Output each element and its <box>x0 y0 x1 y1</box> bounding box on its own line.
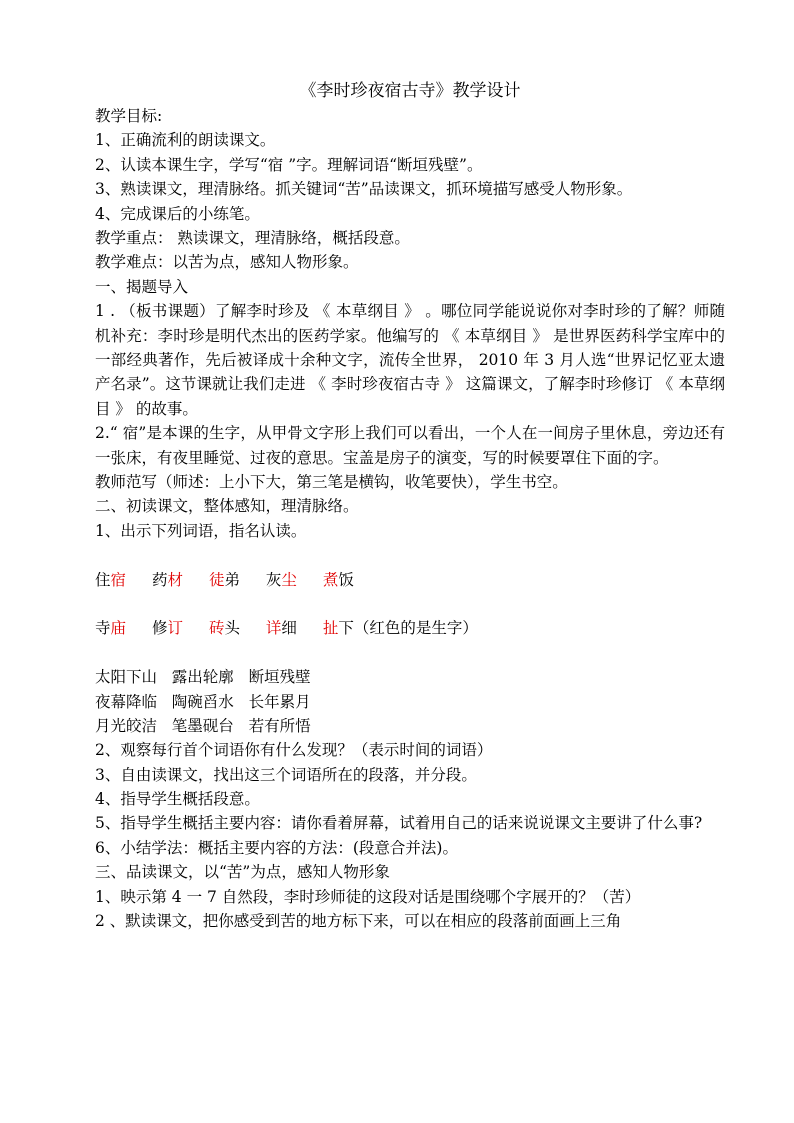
section-heading: 一、揭题导入 <box>95 277 189 296</box>
text-line: 2、观察每行首个词语你有什么发现？（表示时间的词语） <box>95 741 493 760</box>
text-line: 教学目标: <box>95 107 163 125</box>
page-title: 《李时珍夜宿古寺》教学设计 <box>299 81 521 101</box>
spacer <box>95 592 725 616</box>
phrase-row: 夜幕降临 陶碗舀水 长年累月 <box>95 692 311 711</box>
spacer <box>95 641 725 665</box>
vocab-word: 灰尘 <box>265 570 297 589</box>
text-line: 教学难点：以苦为点，感知人物形象。 <box>95 253 359 272</box>
vocab-word: 砖头 <box>208 619 240 638</box>
vocab-word: 徒弟 <box>208 570 240 589</box>
text-line: 4、指导学生概括段意。 <box>95 790 260 809</box>
text-paragraph: 2.“ 宿”是本课的生字，从甲骨文字形上我们可以看出，一个人在一间房子里休息，旁边还有一张床，有夜里睡觉、过夜的意思。宝盖是房子的演变，写的时候要罩住下面的字。 <box>95 424 725 467</box>
phrase-row: 月光皎洁 笔墨砚台 若有所悟 <box>95 716 311 735</box>
text-line: 教学重点： 熟读课文，理清脉络，概括段意。 <box>95 228 410 247</box>
vocab-word: 药材 <box>151 570 183 589</box>
vocab-row <box>95 568 725 592</box>
text-line: 1、出示下列词语，指名认读。 <box>95 521 307 540</box>
vocab-word: 详细 <box>265 619 297 638</box>
text-line: 3、自由读课文，找出这三个词语所在的段落，并分段。 <box>95 765 477 784</box>
section-heading: 三、品读课文，以“苦”为点，感知人物形象 <box>95 863 390 882</box>
text-paragraph: 3、熟读课文，理清脉络。抓关键词“苦”品读课文，抓环境描写感受人物形象。 <box>95 180 633 199</box>
vocab-word: 修订 <box>151 619 183 638</box>
text-line: 6、小结学法：概括主要内容的方法：(段意合并法)。 <box>95 838 458 857</box>
text-line: 1、正确流利的朗读课文。 <box>95 131 276 150</box>
vocab-row <box>95 616 725 640</box>
spacer <box>95 543 725 567</box>
section-heading: 二、初读课文，整体感知，理清脉络。 <box>95 497 359 516</box>
text-line: 4、完成课后的小练笔。 <box>95 204 260 223</box>
text-paragraph: 1 . （板书课题）了解李时珍及 《 本草纲目 》 。哪位同学能说说你对李时珍的了解？师随机补充：李时珍是明代杰出的医药学家。他编写的 《 本草纲目 》 是世界医药科学宝库中的一部经典著作，先后被译成十余种文字，流传全世界， 2010 年 3 月人选“世界记忆亚太遗产名录”。这节课就让我们走进 《 李时珍夜宿古寺 》 这篇课文，了解李时珍修订 《 本草纲目 》 的故事。 <box>95 302 725 418</box>
text-paragraph: 5、指导学生概括主要内容：请你看着屏幕，试着用自己的话来说说课文主要讲了什么事? <box>95 814 703 833</box>
vocab-word: 煮饭 <box>322 570 354 589</box>
vocab-word: 扯下（红色的是生字） <box>322 619 478 638</box>
text-line: 2、认读本课生字，学写“宿 ”字。理解词语“断垣残壁”。 <box>95 155 483 174</box>
vocab-word: 住宿 <box>95 570 127 589</box>
vocab-word: 寺庙 <box>95 619 127 638</box>
text-paragraph: 1、映示第 4 一 7 自然段，李时珍师徒的这段对话是围绕哪个字展开的？（苦） <box>95 887 641 906</box>
objectives-block <box>95 104 725 299</box>
text-line: 2 、默读课文，把你感受到苦的地方标下来，可以在相应的段落前面画上三角 <box>95 912 622 931</box>
text-line: 教师范写（师述：上小下大，第三笔是横钩，收笔要快），学生书空。 <box>95 472 568 491</box>
vocab-note: （红色的是生字） <box>353 619 478 638</box>
phrase-row: 太阳下山 露出轮廓 断垣残壁 <box>95 668 311 687</box>
document-page <box>95 78 725 933</box>
